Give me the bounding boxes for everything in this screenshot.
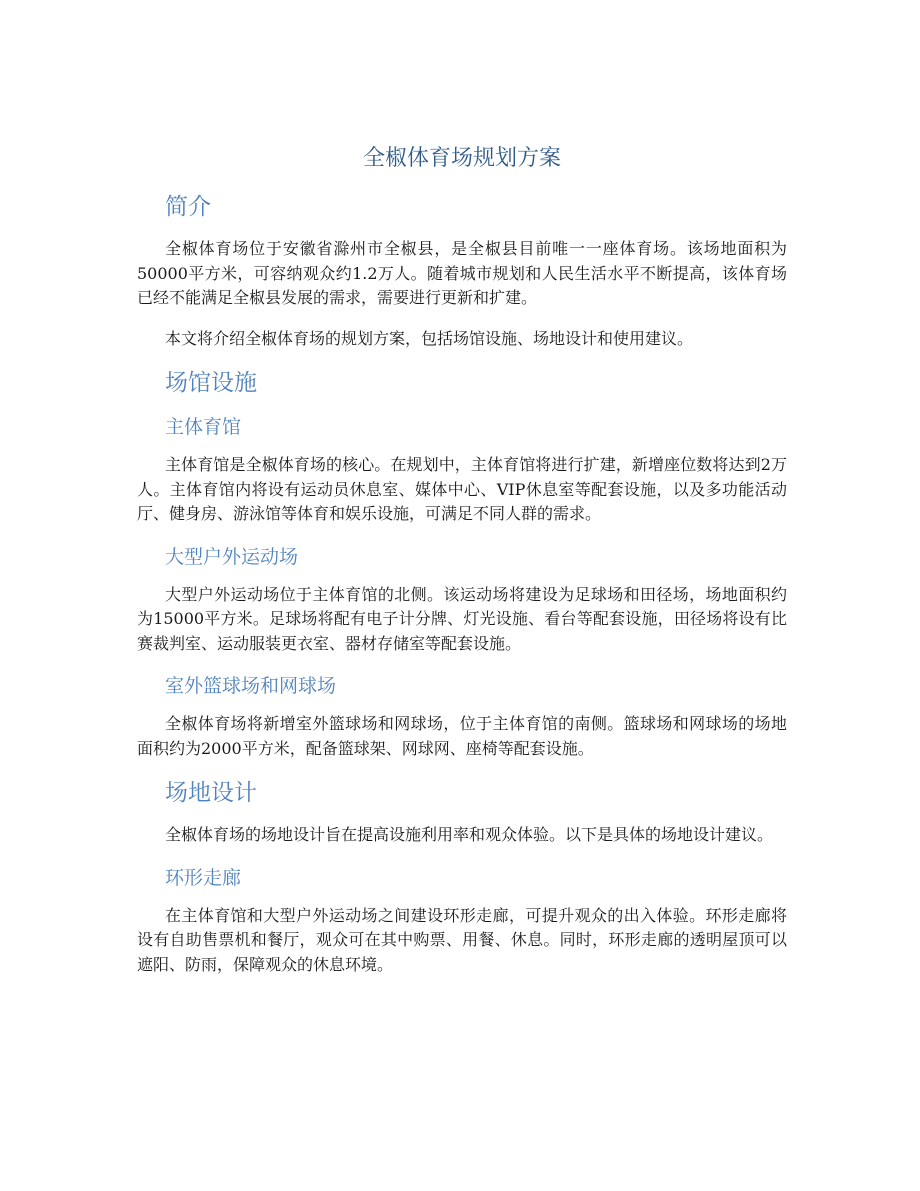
paragraph-intro-2: 本文将介绍全椒体育场的规划方案，包括场馆设施、场地设计和使用建议。	[165, 328, 694, 348]
paragraph-corridor: 在主体育馆和大型户外运动场之间建设环形走廊，可提升观众的出入体验。环形走廊将设有自助售票机和餐厅，观众可在其中购票、用餐、休息。同时，环形走廊的透明屋顶可以遮阳、防雨，保障观众的休息环境。	[137, 905, 787, 974]
paragraph-main-hall: 主体育馆是全椒体育场的核心。在规划中，主体育馆将进行扩建，新增座位数将达到2万人。主体育馆内将设有运动员休息室、媒体中心、VIP休息室等配套设施，以及多功能活动厅、健身房、游泳馆等体育和娱乐设施，可满足不同人群的需求。	[137, 455, 787, 523]
paragraph-site-design: 全椒体育场的场地设计旨在提高设施利用率和观众体验。以下是具体的场地设计建议。	[165, 825, 774, 844]
heading-intro: 简介	[165, 194, 211, 220]
heading-facilities: 场馆设施	[165, 370, 257, 396]
heading-corridor: 环形走廊	[165, 866, 242, 889]
paragraph-intro-1: 全椒体育场位于安徽省滁州市全椒县，是全椒县目前唯一一座体育场。该场地面积为50000平方米，可容纳观众约1.2万人。随着城市规划和人民生活水平不断提高，该体育场已经不能满足全椒县发展的需求，需要进行更新和扩建。	[137, 239, 787, 307]
heading-site-design: 场地设计	[165, 780, 257, 806]
heading-main-hall: 主体育馆	[165, 416, 242, 438]
paragraph-courts: 全椒体育场将新增室外篮球场和网球场，位于主体育馆的南侧。篮球场和网球场的场地面积约为2000平方米，配备篮球架、网球网、座椅等配套设施。	[137, 714, 787, 758]
document-title: 全椒体育场规划方案	[362, 146, 561, 171]
paragraph-outdoor-field: 大型户外运动场位于主体育馆的北侧。该运动场将建设为足球场和田径场，场地面积约为15000平方米。足球场将配有电子计分牌、灯光设施、看台等配套设施，田径场将设有比赛裁判室、运动服装更衣室、器材存储室等配套设施。	[137, 584, 787, 653]
document-body	[137, 143, 787, 993]
heading-outdoor-field: 大型户外运动场	[165, 545, 299, 568]
heading-courts: 室外篮球场和网球场	[165, 675, 337, 697]
